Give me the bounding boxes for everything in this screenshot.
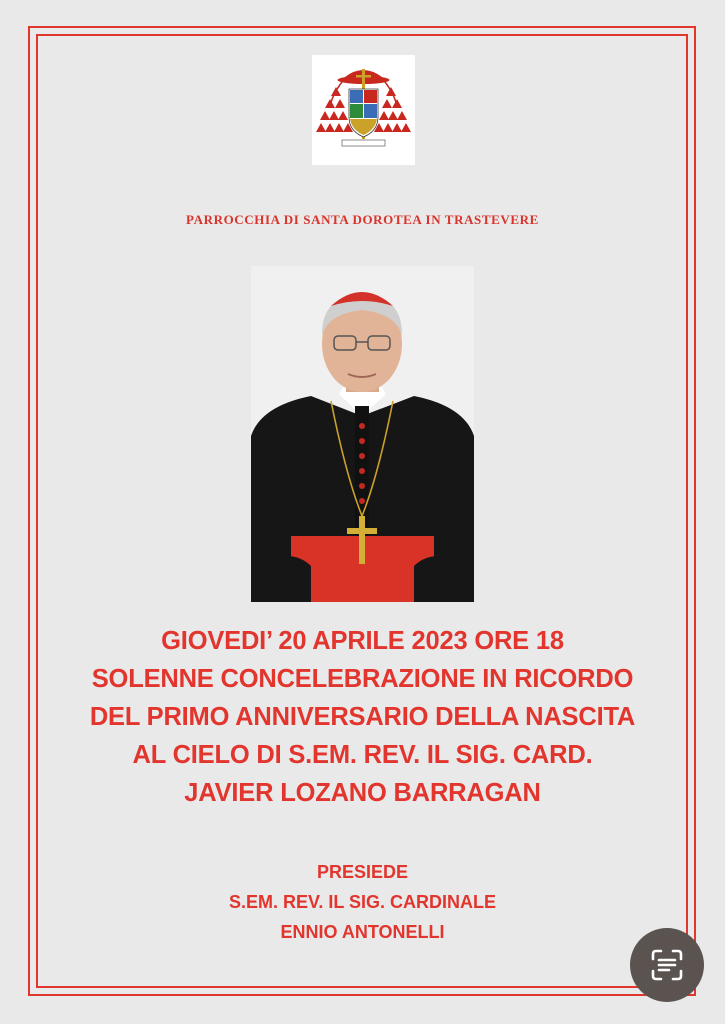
announcement-line: JAVIER LOZANO BARRAGAN — [184, 779, 541, 807]
presides-line: S.EM. REV. IL SIG. CARDINALE — [228, 892, 497, 912]
event-announcement — [40, 622, 685, 812]
coat-of-arms — [312, 55, 415, 165]
presides-label: PRESIEDE — [316, 862, 409, 882]
announcement-line: AL CIELO DI S.EM. REV. IL SIG. CARD. — [132, 741, 593, 769]
announcement-line: GIOVEDI’ 20 APRILE 2023 ORE 18 — [161, 627, 564, 655]
text-scan-icon — [647, 945, 687, 985]
announcement-line: SOLENNE CONCELEBRAZIONE IN RICORDO — [91, 665, 634, 693]
text-scan-button[interactable] — [630, 928, 704, 1002]
cardinal-coat-of-arms-icon — [312, 55, 415, 165]
cardinal-portrait — [251, 266, 474, 602]
announcement-line: DEL PRIMO ANNIVERSARIO DELLA NASCITA — [89, 703, 636, 731]
parish-name: PARROCCHIA DI SANTA DOROTEA IN TRASTEVERE — [186, 212, 539, 227]
presides-block — [40, 857, 685, 947]
presides-line: ENNIO ANTONELLI — [280, 922, 445, 942]
